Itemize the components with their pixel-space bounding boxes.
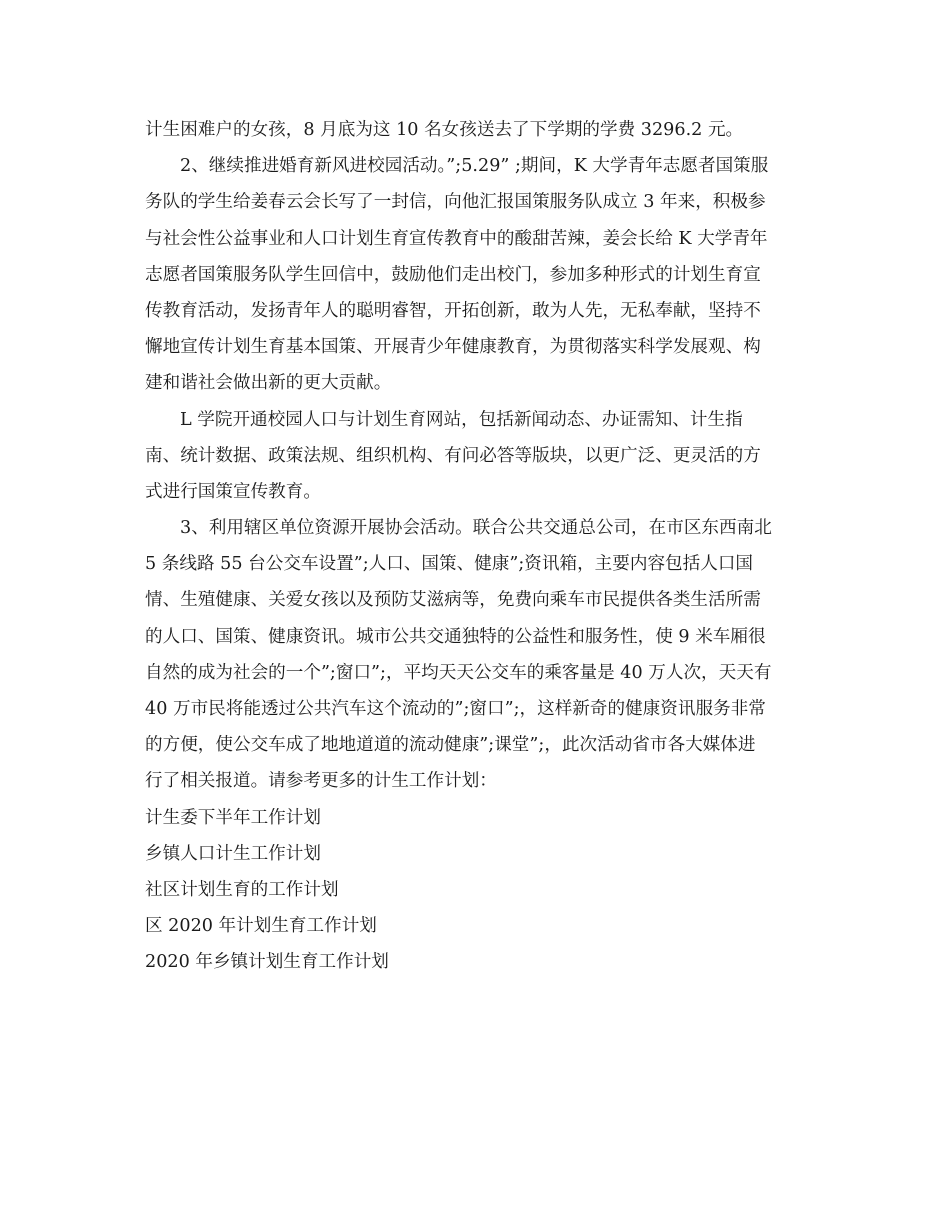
paragraph-4 <box>145 510 810 800</box>
text-line: 的人口、国策、健康资讯。城市公共交通独特的公益性和服务性，使 9 米车厢很 <box>145 626 766 647</box>
text-line: 计生困难户的女孩，8 月底为这 10 名女孩送去了下学期的学费 3296.2 元。 <box>145 120 744 140</box>
related-link[interactable]: 区 2020 年计划生育工作计划 <box>145 916 377 937</box>
text-line: 2、继续推进婚育新风进校园活动。”;5.29” ;期间，K 大学青年志愿者国策服 <box>180 156 769 177</box>
text-line: 传教育活动，发扬青年人的聪明睿智，开拓创新，敢为人先，无私奉献，坚持不 <box>145 300 761 321</box>
text-line: 自然的成为社会的一个”;窗口”;，平均天天公交车的乘客量是 40 万人次，天天有 <box>145 662 772 683</box>
text-line: 南、统计数据、政策法规、组织机构、有问必答等版块，以更广泛、更灵活的方 <box>145 445 761 466</box>
paragraph-1 <box>145 112 810 148</box>
paragraph-3 <box>145 402 810 511</box>
related-links-list <box>145 800 810 981</box>
text-line: L 学院开通校园人口与计划生育网站，包括新闻动态、办证需知、计生指 <box>180 409 743 430</box>
text-line: 志愿者国策服务队学生回信中，鼓励他们走出校门，参加多种形式的计划生育宣 <box>145 264 761 285</box>
text-line: 懈地宣传计划生育基本国策、开展青少年健康教育，为贯彻落实科学发展观、构 <box>145 337 761 358</box>
text-line: 务队的学生给姜春云会长写了一封信，向他汇报国策服务队成立 3 年来，积极参 <box>145 192 766 213</box>
document-body <box>145 112 810 981</box>
text-line: 5 条线路 55 台公交车设置”;人口、国策、健康”;资讯箱，主要内容包括人口国 <box>145 554 754 575</box>
related-link[interactable]: 社区计划生育的工作计划 <box>145 879 339 900</box>
text-line: 建和谐社会做出新的更大贡献。 <box>145 373 392 394</box>
text-line: 的方便，使公交车成了地地道道的流动健康”;课堂”;，此次活动省市各大媒体进 <box>145 735 756 756</box>
text-line: 行了相关报道。请参考更多的计生工作计划： <box>145 771 497 792</box>
related-link[interactable]: 计生委下半年工作计划 <box>145 807 321 828</box>
text-line: 40 万市民将能透过公共汽车这个流动的”;窗口”;，这样新奇的健康资讯服务非常 <box>145 699 766 719</box>
related-link[interactable]: 乡镇人口计生工作计划 <box>145 843 321 864</box>
text-line: 式进行国策宣传教育。 <box>145 481 321 502</box>
text-line: 3、利用辖区单位资源开展协会活动。联合公共交通总公司，在市区东西南北 <box>180 518 772 539</box>
paragraph-2 <box>145 148 810 401</box>
text-line: 情、生殖健康、关爱女孩以及预防艾滋病等，免费向乘车市民提供各类生活所需 <box>145 590 761 611</box>
related-link[interactable]: 2020 年乡镇计划生育工作计划 <box>145 952 389 973</box>
text-line: 与社会性公益事业和人口计划生育宣传教育中的酸甜苦辣，姜会长给 K 大学青年 <box>145 228 768 249</box>
